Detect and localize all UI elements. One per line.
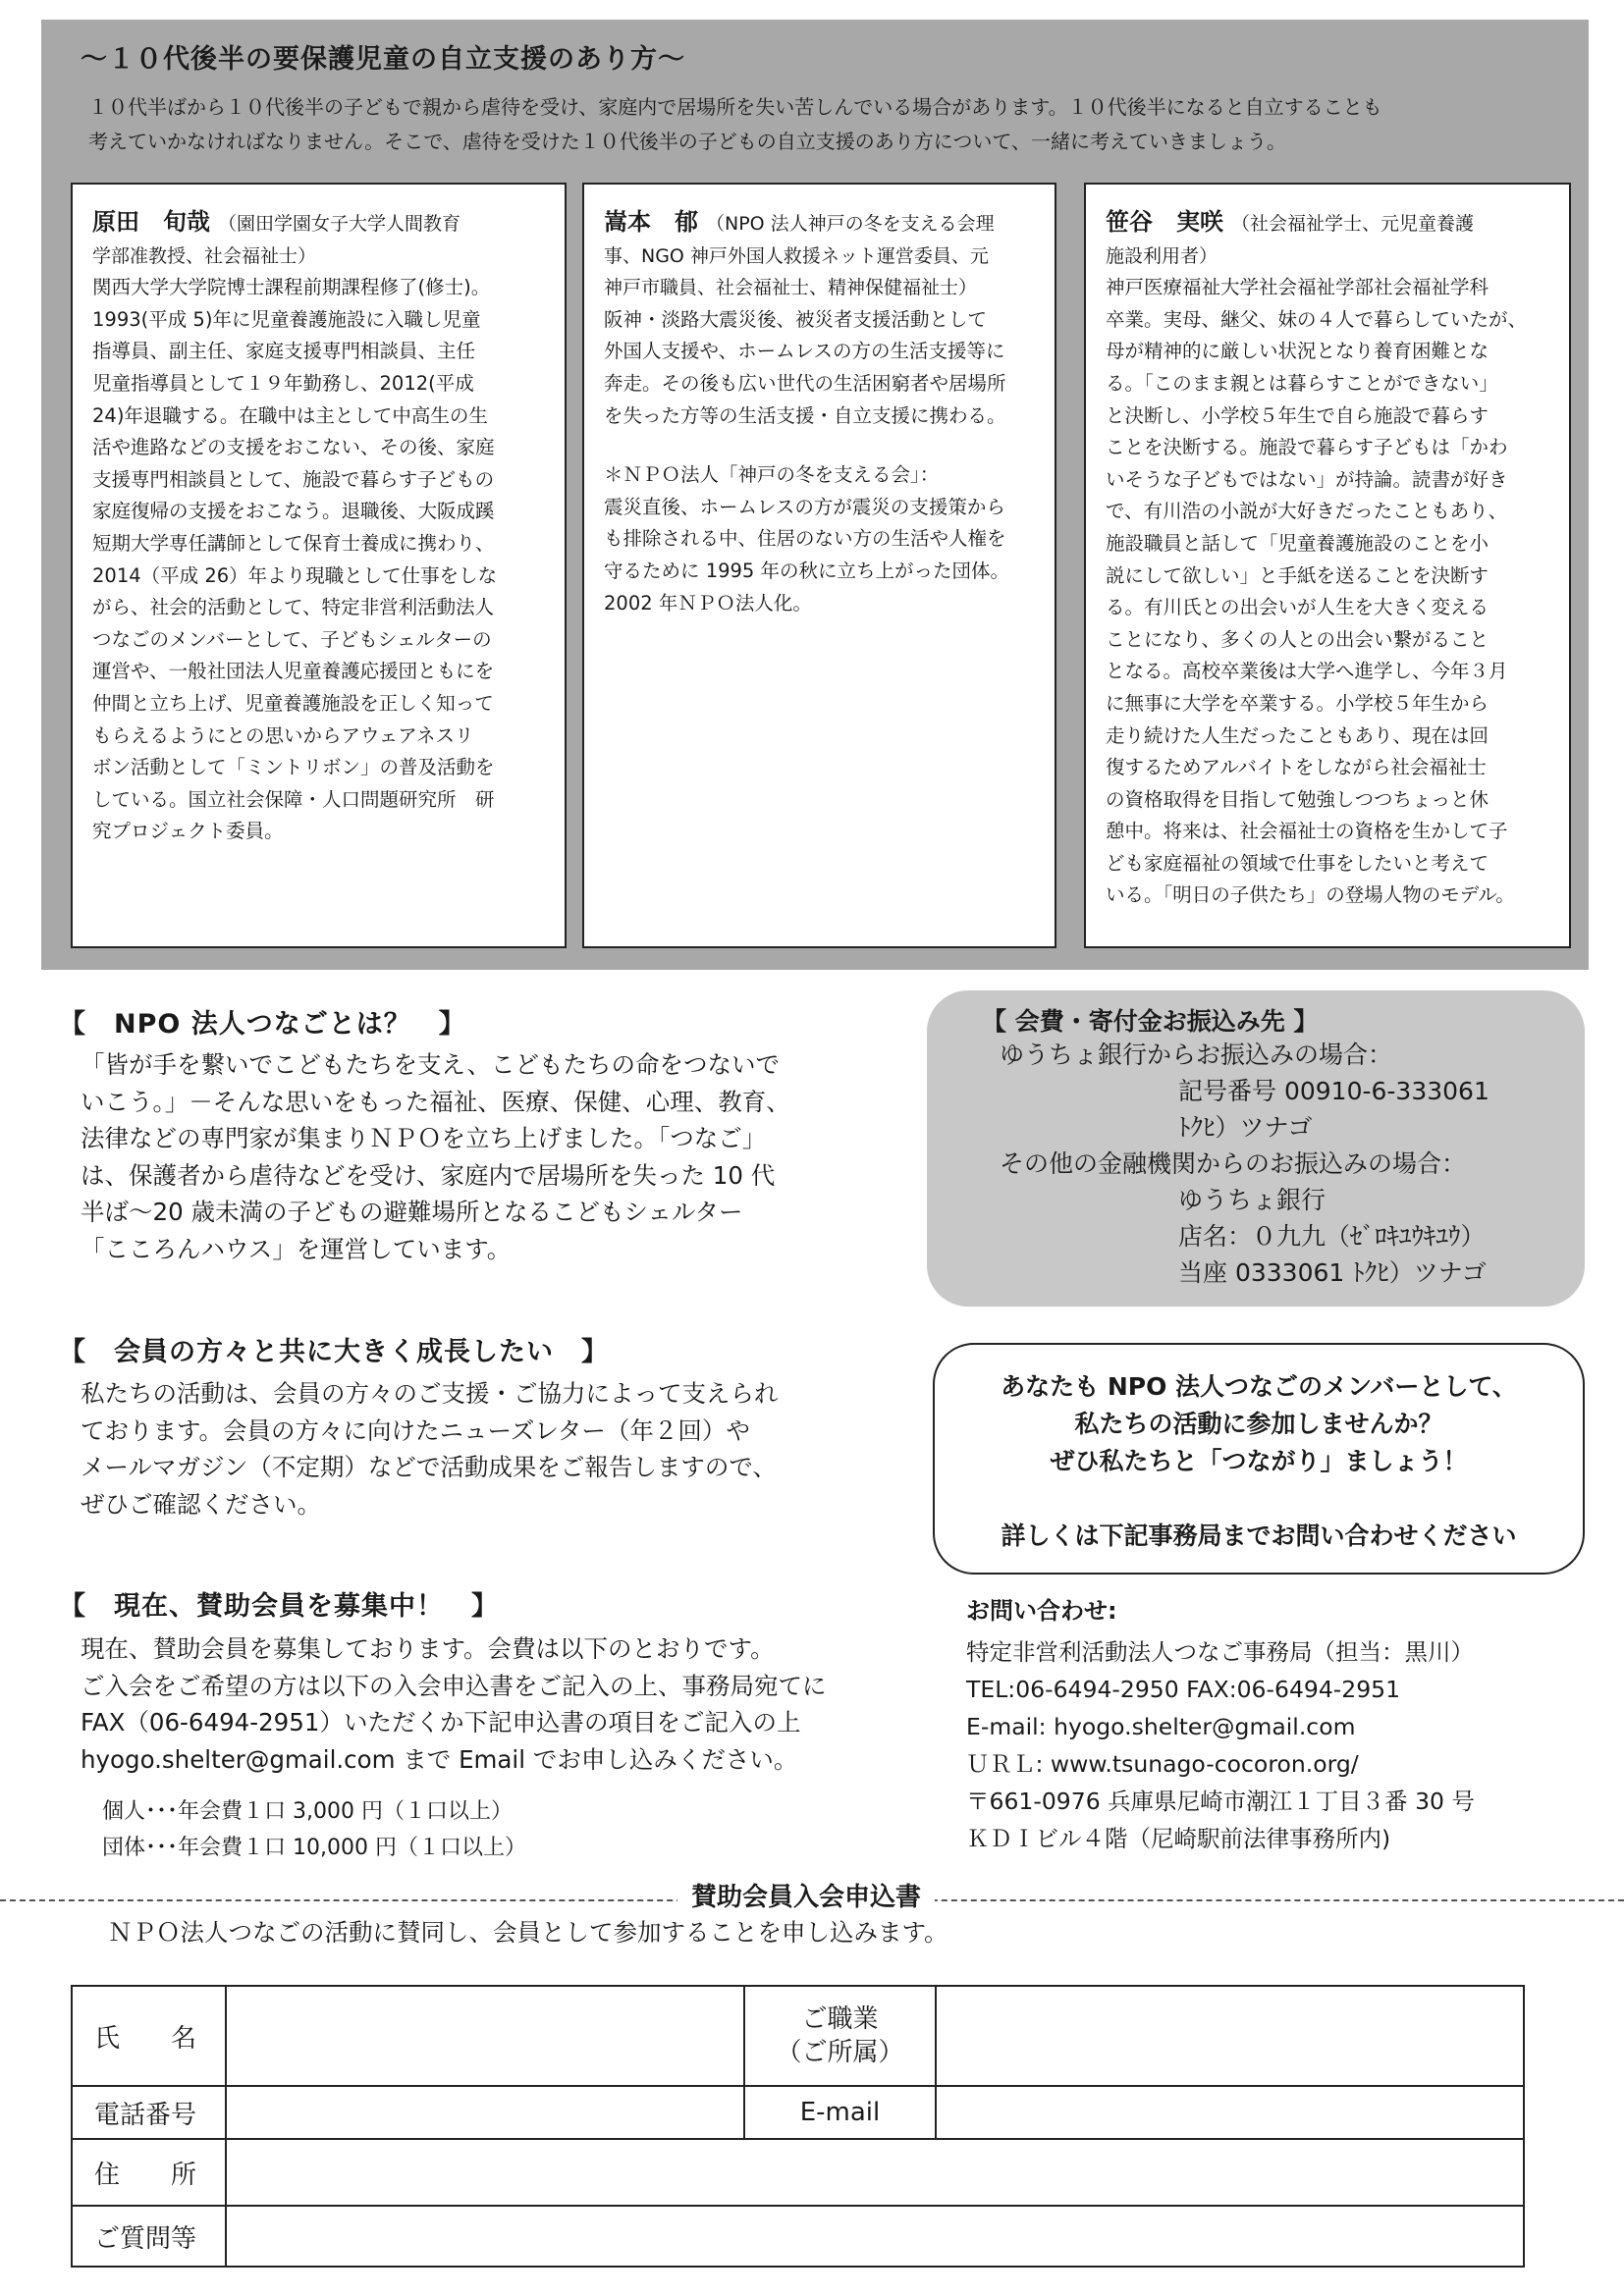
profile-role-cont: 学部准教授、社会福祉士）	[92, 244, 317, 267]
about-heading: 【 NPO 法人つなごとは？ 】	[59, 1009, 466, 1040]
profile-role: （社会福祉学士、元児童養護	[1231, 213, 1475, 235]
members-body: 私たちの活動は、会員の方々のご支援・ご協力によって支えられ ております。会員の方々に向けたニューズレター（年２回）や メールマガジン（不定期）などで活動成果をご報告しますので、 ぜひご確認ください。	[81, 1379, 779, 1519]
form-title: 賛助会員入会申込書	[677, 1877, 935, 1913]
profile-body: 関西大学大学院博士課程前期課程修了(修士)。 1993(平成 5)年に児童養護施設に入職し児童 指導員、副主任、家庭支援専門相談員、主任 児童指導員として１９年勤務し、2012(平成 24)年退職する。在職中は主として中高生の生 活や進路などの支援をおこない、その後、家庭 支援専門相談員として、施設で暮らす子どもの 家庭復帰の支援をおこなう。退職後、大阪成蹊 短期大学専任講師として保育士養成に携わり、 2014（平成 26）年より現職として仕事をしな がら、社会的活動として、特定非営利活動法人 つなごのメンバーとして、子どもシェルターの 運営や、一般社団法人児童養護応援団ともにを 仲間と立ち上げ、児童養護施設を正しく知って もらえるようにとの思いからアウェアネスリ ボン活動として「ミントリボン」の普及活動を している。国立社会保障・人口問題研究所 研 究プロジェクト委員。	[92, 276, 498, 843]
profile-role-cont: 施設利用者）	[1106, 244, 1218, 267]
address-label: 住 所	[72, 2139, 226, 2206]
invitation-box: あなたも NPO 法人つなごのメンバーとして、 私たちの活動に参加しませんか？ ぜひ私たちと「つながり」ましょう！ 詳しくは下記事務局までお問い合わせください	[933, 1343, 1585, 1575]
name-field[interactable]	[226, 1986, 744, 2086]
profile-role: （園田学園女子大学人間教育	[218, 213, 461, 235]
profile-name: 笹谷 実咲	[1106, 208, 1223, 236]
profile-name: 嵩本 郁	[604, 208, 698, 236]
occupation-label: ご職業 （ご所属）	[744, 1986, 936, 2086]
profile-sasaya	[1084, 183, 1571, 948]
profile-role: （NPO 法人神戸の冬を支える会理	[706, 213, 995, 235]
contact-address: 〒661-0976 兵庫県尼崎市潮江１丁目３番 30 号	[966, 1788, 1475, 1815]
name-label: 氏 名	[72, 1986, 226, 2086]
question-label: ご質問等	[72, 2206, 226, 2267]
seminar-title: ～１０代後半の要保護児童の自立支援のあり方～	[81, 44, 685, 75]
occupation-field[interactable]	[936, 1986, 1524, 2086]
email-label: E-mail	[744, 2086, 936, 2139]
form-intro: ＮＰＯ法人つなごの活動に賛同し、会員として参加することを申し込みます。	[108, 1918, 948, 1947]
question-field[interactable]	[226, 2206, 1524, 2267]
contact-email[interactable]: E-mail: hyogo.shelter@gmail.com	[966, 1713, 1356, 1740]
about-body: 「皆が手を繋いでこどもたちを支え、こどもたちの命をつないで いこう。」－そんな思いをもった福祉、医療、保健、心理、教育、 法律などの専門家が集まりＮＰＯを立ち上げました。「つなご」 は、保護者から虐待などを受け、家庭内で居場所を失った 10 代 半ば～20 歳未満の子どもの避難場所となるこどもシェルター 「こころんハウス」を運営しています。	[81, 1050, 790, 1263]
contact-url[interactable]: ＵＲＬ: www.tsunago-cocoron.org/	[966, 1750, 1359, 1778]
profile-name: 原田 旬哉	[92, 208, 210, 236]
payment-title: 【 会費・寄付金お振込み先 】	[982, 1007, 1319, 1036]
seminar-intro: １０代半ばから１０代後半の子どもで親から虐待を受け、家庭内で居場所を失い苦しんでいる場合があります。１０代後半になると自立することも 考えていかなければなりません。そこで、虐待を受けた１０代後半の子どもの自立支援のあり方について、一緒に考えていきましょう。	[88, 95, 1382, 153]
profile-harada	[71, 183, 567, 948]
phone-label: 電話番号	[72, 2086, 226, 2139]
members-heading: 【 会員の方々と共に大きく成長したい 】	[59, 1337, 609, 1367]
recruit-heading: 【 現在、賛助会員を募集中！ 】	[59, 1591, 499, 1622]
contact-building: ＫＤＩビル４階（尼崎駅前法律事務所内)	[966, 1825, 1391, 1852]
fee-group: 団体･･･年会費１口 10,000 円（１口以上）	[102, 1836, 526, 1860]
address-field[interactable]	[226, 2139, 1524, 2206]
organization-note: ＊ＮＰＯ法人「神戸の冬を支える会」： 震災直後、ホームレスの方が震災の支援策から も排除される中、住居のない方の生活や人権を 守るために 1995 年の秋に立ち上がった団体。 2002 年ＮＰＯ法人化。	[604, 463, 1010, 614]
fee-list	[102, 1793, 526, 1866]
phone-field[interactable]	[226, 2086, 744, 2139]
application-form	[71, 1985, 1525, 2268]
profile-role-cont: 事、NGO 神戸外国人救援ネット運営委員、元	[604, 244, 989, 267]
contact-heading: お問い合わせ:	[966, 1597, 1117, 1625]
email-link[interactable]: hyogo.shelter@gmail.com まで Email でお申し込みください。	[81, 1744, 798, 1774]
profile-body: 阪神・淡路大震災後、被災者支援活動として 外国人支援や、ホームレスの方の生活支援等に 奔走。その後も広い世代の生活困窮者や居場所 を失った方等の生活支援・自立支援に携わる。	[604, 307, 1006, 427]
email-field[interactable]	[936, 2086, 1524, 2139]
contact-info	[966, 1633, 1475, 1857]
contact-phone: TEL:06-6494-2950 FAX:06-6494-2951	[966, 1676, 1401, 1703]
fee-individual: 個人･･･年会費１口 3,000 円（１口以上）	[102, 1799, 513, 1824]
profile-body: 神戸医療福祉大学社会福祉学部社会福祉学科 卒業。実母、継父、妹の４人で暮らしていたが、 母が精神的に厳しい状況となり養育困難とな る。「このまま親とは暮らすことができない」 と決断し、小学校５年生で自ら施設で暮らす ことを決断する。施設で暮らす子どもは「かわ いそうな子どもではない」が持論。読書が好き で、有川浩の小説が大好きだったこともあり、 施設職員と話して「児童養護施設のことを小 説にして欲しい」と手紙を送ることを決断す る。有川氏との出会いが人生を大きく変える ことになり、多くの人との出会い繋がること となる。高校卒業後は大学へ進学し、今年３月 に無事に大学を卒業する。小学校５年生から 走り続けた人生だったこともあり、現在は回 復するためアルバイトをしながら社会福祉士 の資格取得を目指して勉強しつつちょっと休 憩中。将来は、社会福祉士の資格を生かして子 ども家庭福祉の領域で仕事をしたいと考えて いる。「明日の子供たち」の登場人物のモデル。	[1106, 276, 1528, 907]
profile-kanemoto	[582, 183, 1056, 948]
recruit-body: 現在、賛助会員を募集しております。会費は以下のとおりです。 ご入会をご希望の方は以下の入会申込書をご記入の上、事務局宛てに FAX（06-6494-2951）いただくか下記申込書の項目をご記入の上 hyogo.shelter@gmail.com まで Email でお申し込みください。	[81, 1630, 945, 1778]
contact-org: 特定非営利活動法人つなご事務局（担当：黒川）	[966, 1638, 1474, 1666]
payment-details: ゆうちょ銀行からお振込みの場合： 記号番号 00910-6-333061 ﾄｸﾋ）ツナゴ その他の金融機関からのお振込みの場合： ゆうちょ銀行 店名：０九九（ｾﾞﾛｷﾕｳｷﾕｳ） 当座 0333061 ﾄｸﾋ）ツナゴ	[1000, 1041, 1489, 1287]
profile-role-cont: 神戸市職員、社会福祉士、精神保健福祉士）	[604, 277, 978, 299]
